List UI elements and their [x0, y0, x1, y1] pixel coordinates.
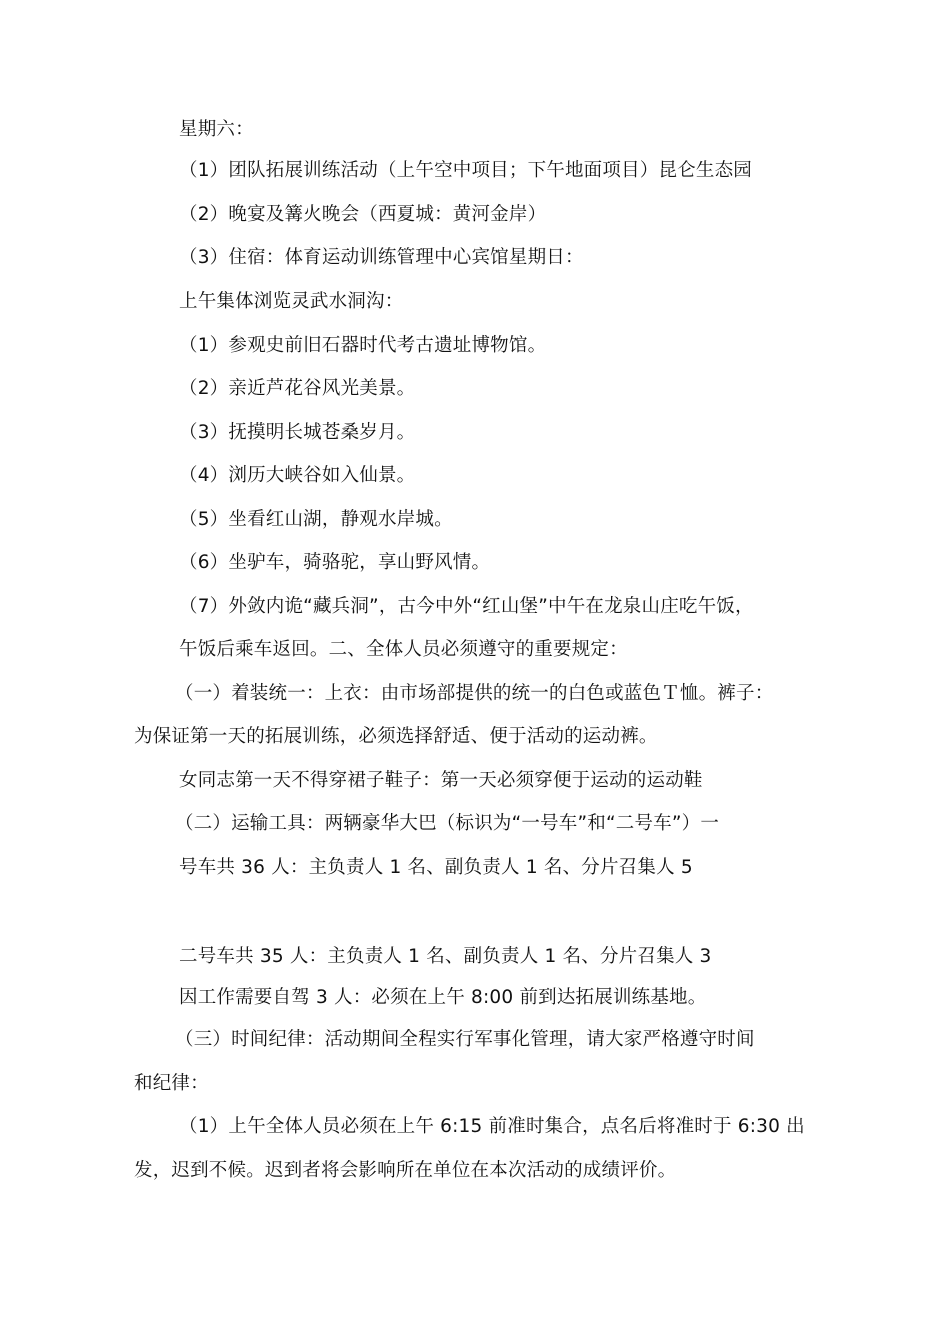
text-line-sun-item-7: （7）外敛内诡“藏兵洞”，古今中外“红山堡”中午在龙泉山庄吃午饭，	[179, 596, 754, 617]
text-line-transport: （二）运输工具：两辆豪华大巴（标识为“一号车”和“二号车”）一	[175, 813, 720, 834]
text-line-sat-item-1: （1）团队拓展训练活动（上午空中项目；下午地面项目）昆仑生态园	[179, 160, 752, 181]
text-line-sun-item-5: （5）坐看红山湖，静观水岸城。	[179, 509, 453, 530]
text-line-return-and-rules: 午饭后乘车返回。二、全体人员必须遵守的重要规定：	[179, 639, 628, 660]
text-line-assembly-time-cont: 发，迟到不候。迟到者将会影响所在单位在本次活动的成绩评价。	[134, 1160, 677, 1181]
text-line-saturday-heading: 星期六：	[179, 119, 254, 140]
text-line-sunday-morning: 上午集体浏览灵武水洞沟：	[179, 291, 404, 312]
text-line-bus-one: 号车共 36 人：主负责人 1 名、副负责人 1 名、分片召集人 5	[179, 857, 693, 878]
text-line-self-drive: 因工作需要自驾 3 人：必须在上午 8:00 前到达拓展训练基地。	[179, 987, 707, 1008]
text-line-bus-two: 二号车共 35 人：主负责人 1 名、副负责人 1 名、分片召集人 3	[179, 946, 712, 967]
text-line-sat-item-2: （2）晚宴及篝火晚会（西夏城：黄河金岸）	[179, 204, 547, 225]
text-line-women-dress: 女同志第一天不得穿裙子鞋子：第一天必须穿便于运动的运动鞋	[179, 770, 703, 791]
text-line-sat-item-3: （3）住宿：体育运动训练管理中心宾馆星期日：	[179, 247, 584, 268]
text-line-sun-item-6: （6）坐驴车，骑骆驼，享山野风情。	[179, 552, 491, 573]
text-line-sun-item-4: （4）浏历大峡谷如入仙景。	[179, 465, 416, 486]
text-line-assembly-time: （1）上午全体人员必须在上午 6:15 前准时集合，点名后将准时于 6:30 出	[179, 1116, 805, 1137]
text-line-dress-code-cont: 为保证第一天的拓展训练，必须选择舒适、便于活动的运动裤。	[134, 726, 658, 747]
text-line-sun-item-1: （1）参观史前旧石器时代考古遗址博物馆。	[179, 335, 547, 356]
text-line-sun-item-2: （2）亲近芦花谷风光美景。	[179, 378, 416, 399]
text-line-time-discipline-cont: 和纪律：	[134, 1073, 209, 1094]
text-line-dress-code: （一）着装统一：上衣：由市场部提供的统一的白色或蓝色Ｔ恤。裤子：	[175, 683, 774, 704]
text-line-time-discipline: （三）时间纪律：活动期间全程实行军事化管理，请大家严格遵守时间	[175, 1029, 755, 1050]
text-line-sun-item-3: （3）抚摸明长城苍桑岁月。	[179, 422, 416, 443]
